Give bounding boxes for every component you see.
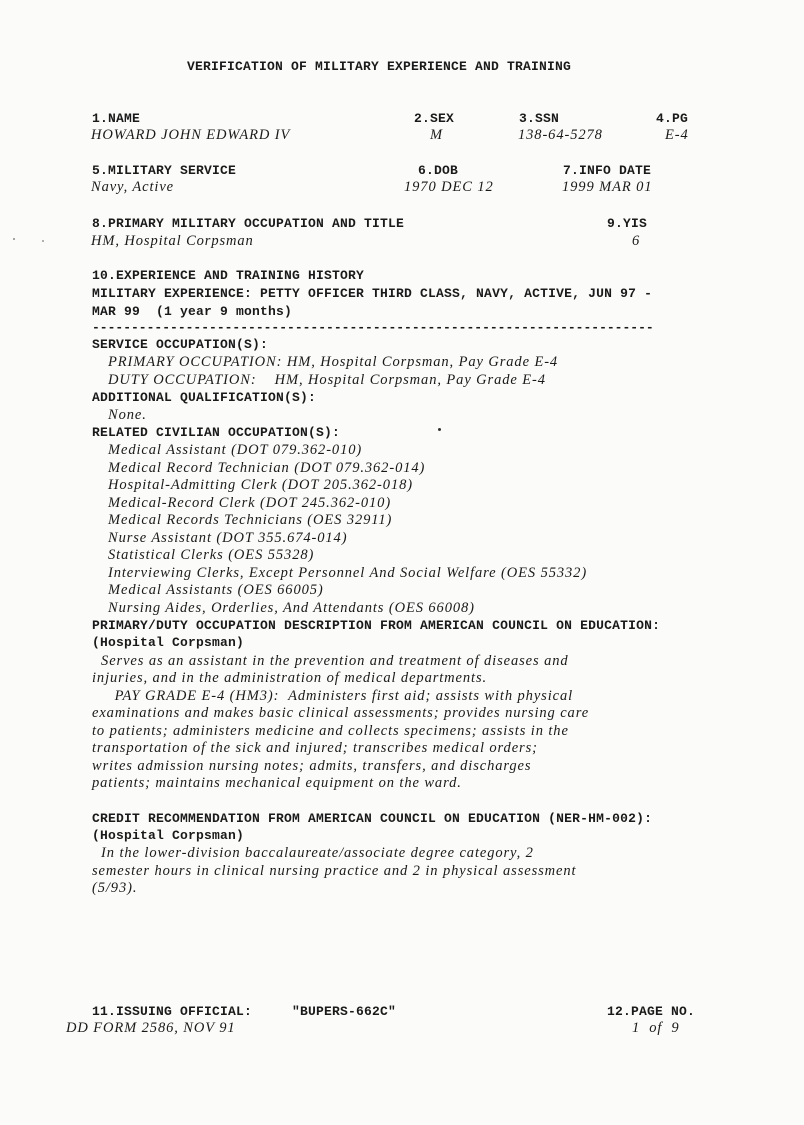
list-item: Hospital-Admitting Clerk (DOT 205.362-018) bbox=[108, 477, 413, 493]
service-occupations-heading: SERVICE OCCUPATION(S): bbox=[92, 337, 269, 352]
occupation-value: HM, Hospital Corpsman bbox=[91, 233, 254, 249]
experience-line-2: MAR 99 (1 year 9 months) bbox=[92, 304, 293, 319]
sex-value: M bbox=[430, 127, 443, 143]
primary-occupation: PRIMARY OCCUPATION: HM, Hospital Corpsman, Pay Grade E-4 bbox=[108, 354, 559, 370]
description-line: Serves as an assistant in the prevention and treatment of diseases and bbox=[92, 653, 569, 669]
ssn-label: 3.SSN bbox=[519, 111, 560, 126]
related-heading: RELATED CIVILIAN OCCUPATION(S): bbox=[92, 425, 341, 440]
name-label: 1.NAME bbox=[92, 111, 141, 126]
scan-speck bbox=[13, 238, 15, 240]
credit-line: (5/93). bbox=[92, 880, 138, 896]
list-item: Nursing Aides, Orderlies, And Attendants (OES 66008) bbox=[108, 600, 475, 616]
credit-heading-2: (Hospital Corpsman) bbox=[92, 828, 245, 843]
info-date-label: 7.INFO DATE bbox=[563, 163, 652, 178]
additional-value: None. bbox=[108, 407, 147, 423]
experience-line-1: MILITARY EXPERIENCE: PETTY OFFICER THIRD CLASS, NAVY, ACTIVE, JUN 97 - bbox=[92, 286, 653, 301]
occupation-label: 8.PRIMARY MILITARY OCCUPATION AND TITLE bbox=[92, 216, 405, 231]
scan-speck bbox=[42, 240, 44, 242]
description-line: transportation of the sick and injured; transcribes medical orders; bbox=[92, 740, 538, 756]
ssn-value: 138-64-5278 bbox=[518, 127, 603, 143]
list-item: Medical Records Technicians (OES 32911) bbox=[108, 512, 393, 528]
list-item: Medical Assistants (OES 66005) bbox=[108, 582, 324, 598]
list-item: Statistical Clerks (OES 55328) bbox=[108, 547, 315, 563]
service-label: 5.MILITARY SERVICE bbox=[92, 163, 237, 178]
description-line: patients; maintains mechanical equipment on the ward. bbox=[92, 775, 462, 791]
credit-line: In the lower-division baccalaureate/associate degree category, 2 bbox=[92, 845, 534, 861]
list-item: Medical-Record Clerk (DOT 245.362-010) bbox=[108, 495, 392, 511]
history-heading: 10.EXPERIENCE AND TRAINING HISTORY bbox=[92, 268, 365, 283]
description-line: writes admission nursing notes; admits, transfers, and discharges bbox=[92, 758, 532, 774]
info-date-value: 1999 MAR 01 bbox=[562, 179, 653, 195]
credit-heading-1: CREDIT RECOMMENDATION FROM AMERICAN COUNCIL ON EDUCATION (NER-HM-002): bbox=[92, 811, 653, 826]
dob-label: 6.DOB bbox=[418, 163, 459, 178]
list-item: Nurse Assistant (DOT 355.674-014) bbox=[108, 530, 348, 546]
divider: ------------------------------------------------------------------------ bbox=[92, 320, 654, 335]
credit-line: semester hours in clinical nursing practice and 2 in physical assessment bbox=[92, 863, 577, 879]
form-id: DD FORM 2586, NOV 91 bbox=[66, 1020, 236, 1036]
form-title: VERIFICATION OF MILITARY EXPERIENCE AND TRAINING bbox=[187, 59, 572, 74]
issuing-official-value: "BUPERS-662C" bbox=[292, 1004, 397, 1019]
description-line: injuries, and in the administration of medical departments. bbox=[92, 670, 488, 686]
description-heading-2: (Hospital Corpsman) bbox=[92, 635, 245, 650]
issuing-official-label: 11.ISSUING OFFICIAL: bbox=[92, 1004, 253, 1019]
list-item: Medical Record Technician (DOT 079.362-014) bbox=[108, 460, 426, 476]
yis-label: 9.YIS bbox=[607, 216, 648, 231]
pg-value: E-4 bbox=[665, 127, 689, 143]
description-line: examinations and makes basic clinical assessments; provides nursing care bbox=[92, 705, 590, 721]
duty-occupation: DUTY OCCUPATION: HM, Hospital Corpsman, Pay Grade E-4 bbox=[108, 372, 546, 388]
name-value: HOWARD JOHN EDWARD IV bbox=[91, 127, 291, 143]
description-heading-1: PRIMARY/DUTY OCCUPATION DESCRIPTION FROM AMERICAN COUNCIL ON EDUCATION: bbox=[92, 618, 661, 633]
page-number-label: 12.PAGE NO. bbox=[607, 1004, 696, 1019]
yis-value: 6 bbox=[632, 233, 641, 249]
dob-value: 1970 DEC 12 bbox=[404, 179, 494, 195]
additional-heading: ADDITIONAL QUALIFICATION(S): bbox=[92, 390, 317, 405]
service-value: Navy, Active bbox=[91, 179, 175, 195]
description-line: PAY GRADE E-4 (HM3): Administers first aid; assists with physical bbox=[92, 688, 574, 704]
list-item: Interviewing Clerks, Except Personnel And Social Welfare (OES 55332) bbox=[108, 565, 588, 581]
sex-label: 2.SEX bbox=[414, 111, 455, 126]
scan-speck bbox=[438, 428, 441, 431]
page-number-value: 1 of 9 bbox=[632, 1020, 680, 1036]
pg-label: 4.PG bbox=[656, 111, 689, 126]
list-item: Medical Assistant (DOT 079.362-010) bbox=[108, 442, 363, 458]
description-line: to patients; administers medicine and collects specimens; assists in the bbox=[92, 723, 569, 739]
